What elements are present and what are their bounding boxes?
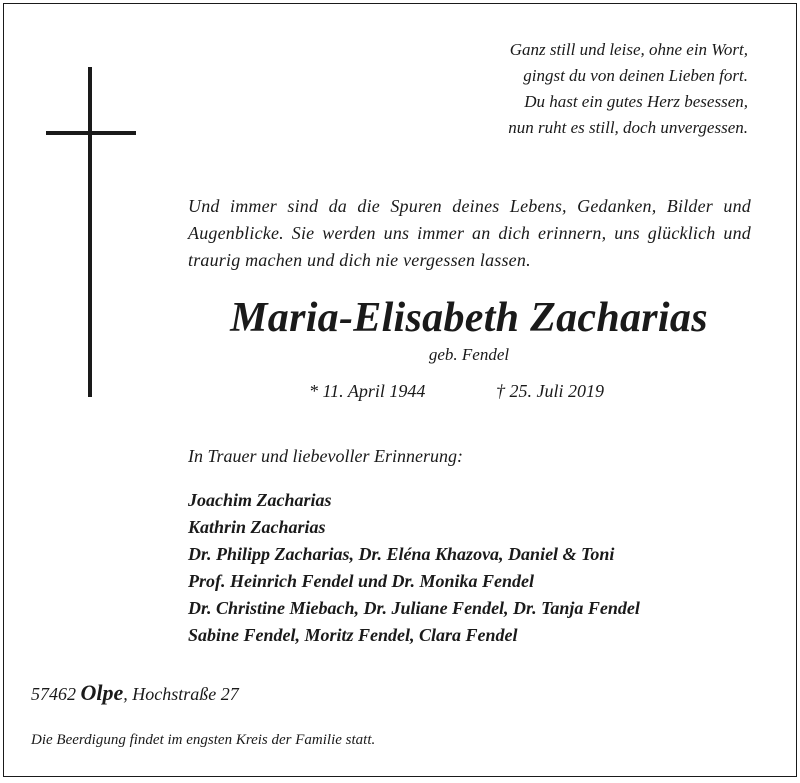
cross-vertical-bar (88, 67, 92, 397)
list-item: Sabine Fendel, Moritz Fendel, Clara Fendel (188, 625, 518, 645)
list-item: Joachim Zacharias (188, 490, 332, 510)
poem-line: nun ruht es still, doch unvergessen. (508, 118, 748, 137)
death-date: † 25. Juli 2019 (496, 381, 604, 401)
maiden-name: geb. Fendel (428, 345, 510, 364)
list-item: Kathrin Zacharias (188, 517, 326, 537)
poem-line: Du hast ein gutes Herz besessen, (524, 92, 748, 111)
address-street: , Hochstraße 27 (123, 684, 239, 704)
address-city: Olpe (80, 680, 124, 705)
memorial-quote: Und immer sind da die Spuren deines Lebens, Gedanken, Bilder und Augenblicke. Sie werden uns immer an dich erinnern, uns glücklich und traurig machen und dich nie vergessen lassen. (188, 196, 751, 270)
cross-horizontal-bar (46, 131, 136, 135)
memorial-poem (348, 37, 748, 141)
obituary-notice (3, 3, 797, 777)
funeral-note: Die Beerdigung findet im engsten Kreis der Familie statt. (31, 732, 376, 748)
birth-date: * 11. April 1944 (309, 381, 426, 401)
list-item: Prof. Heinrich Fendel und Dr. Monika Fendel (188, 571, 535, 591)
poem-line: gingst du von deinen Lieben fort. (523, 66, 748, 85)
deceased-name: Maria-Elisabeth Zacharias (230, 295, 708, 341)
poem-line: Ganz still und leise, ohne ein Wort, (509, 40, 748, 59)
mourners-intro: In Trauer und liebevoller Erinnerung: (188, 446, 463, 466)
family-address (31, 680, 239, 707)
mourners-list (188, 487, 640, 649)
list-item: Dr. Christine Miebach, Dr. Juliane Fendel, Dr. Tanja Fendel (188, 598, 640, 618)
address-postcode: 57462 (31, 684, 76, 704)
list-item: Dr. Philipp Zacharias, Dr. Eléna Khazova, Daniel & Toni (188, 544, 615, 564)
